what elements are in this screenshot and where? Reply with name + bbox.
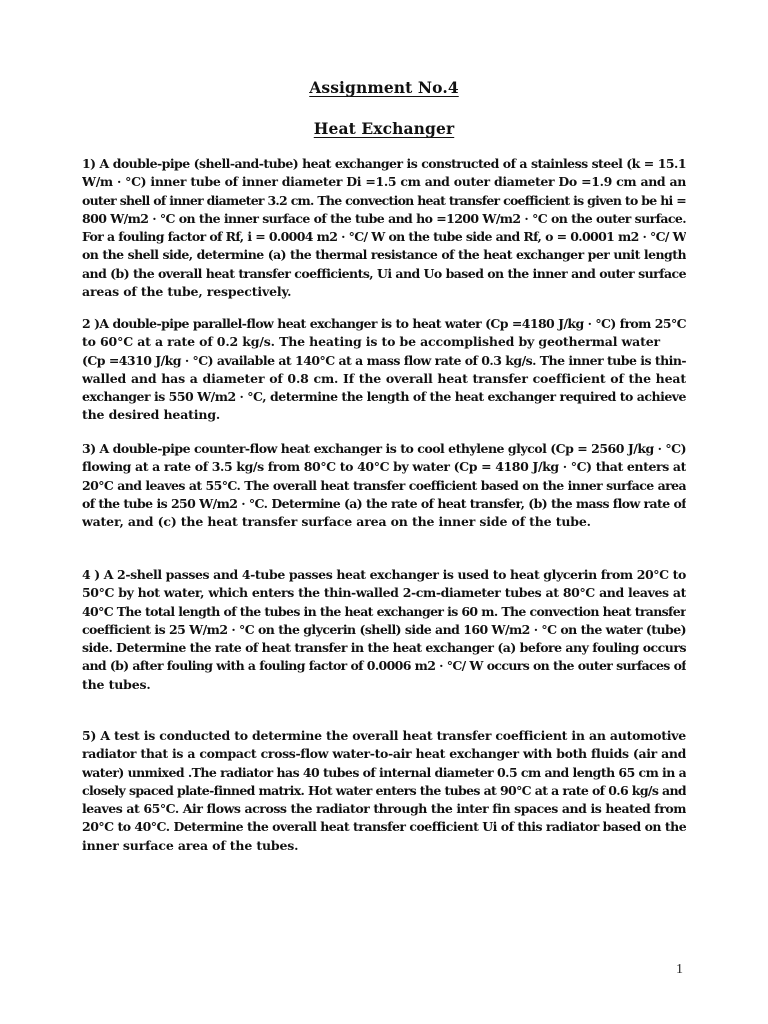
problem-2-line: to 60°C at a rate of 0.2 kg/s. The heating is to be accomplished by geothermal water [82, 334, 660, 350]
problem-1-line: For a fouling factor of Rf, i = 0.0004 m2 · °C/ W on the tube side and Rf, o = 0.0001 m2 · °C/ W [82, 229, 686, 245]
problem-5-line: inner surface area of the tubes. [82, 837, 299, 853]
problem-4-line: 50°C by hot water, which enters the thin-walled 2-cm-diameter tubes at 80°C and leaves at [82, 585, 686, 601]
problem-2 [82, 315, 686, 425]
problem-5-line: water) unmixed .The radiator has 40 tubes of internal diameter 0.5 cm and length 65 cm in a [82, 764, 686, 780]
problem-1-line: 1) A double-pipe (shell-and-tube) heat exchanger is constructed of a stainless steel (k = 15.1 [82, 156, 686, 171]
problem-1-line: on the shell side, determine (a) the thermal resistance of the heat exchanger per unit length [82, 247, 686, 263]
problem-1-line: and (b) the overall heat transfer coefficients, Ui and Uo based on the inner and outer surface [82, 265, 686, 281]
problem-5-line: radiator that is a compact cross-flow water-to-air heat exchanger with both fluids (air and [82, 746, 686, 762]
problem-1-line: W/m · °C) inner tube of inner diameter Di =1.5 cm and outer diameter Do =1.9 cm and an [82, 174, 686, 190]
problem-3 [82, 440, 686, 531]
problem-1-line: outer shell of inner diameter 3.2 cm. The convection heat transfer coefficient is given to be hi = [82, 192, 686, 208]
problem-2-line: 2 )A double-pipe parallel-flow heat exchanger is to heat water (Cp =4180 J/kg · °C) from 25°C [82, 316, 686, 331]
problem-2-line: (Cp =4310 J/kg · °C) available at 140°C at a mass flow rate of 0.3 kg/s. The inner tube is thin- [82, 352, 686, 368]
problem-5-line: 20°C to 40°C. Determine the overall heat transfer coefficient Ui of this radiator based on the [82, 819, 686, 835]
problem-3-line: 20°C and leaves at 55°C. The overall heat transfer coefficient based on the inner surface area [82, 477, 686, 493]
problem-4-line: coefficient is 25 W/m2 · °C on the glycerin (shell) side and 160 W/m2 · °C on the water (tube) [82, 621, 686, 637]
assignment-title: Assignment No.4 [309, 78, 459, 97]
page-number: 1 [676, 962, 683, 977]
problem-1-line: 800 W/m2 · °C on the inner surface of the tube and ho =1200 W/m2 · °C on the outer surface. [82, 210, 686, 226]
problem-5-line: 5) A test is conducted to determine the overall heat transfer coefficient in an automotive [82, 728, 686, 743]
problem-5-line: closely spaced plate-finned matrix. Hot water enters the tubes at 90°C at a rate of 0.6 kg/s and [82, 782, 686, 798]
problem-1 [82, 155, 686, 301]
problem-3-line: of the tube is 250 W/m2 · °C. Determine (a) the rate of heat transfer, (b) the mass flow rate of [82, 495, 686, 511]
problem-4-line: and (b) after fouling with a fouling factor of 0.0006 m2 · °C/ W occurs on the outer surfaces of [82, 658, 686, 674]
problem-4 [82, 566, 686, 694]
problem-2-line: the desired heating. [82, 407, 221, 423]
problem-3-line: water, and (c) the heat transfer surface area on the inner side of the tube. [82, 514, 591, 530]
problem-3-line: flowing at a rate of 3.5 kg/s from 80°C to 40°C by water (Cp = 4180 J/kg · °C) that enters at [82, 459, 686, 475]
problem-5 [82, 727, 686, 855]
problem-2-line: walled and has a diameter of 0.8 cm. If the overall heat transfer coefficient of the heat [82, 370, 686, 386]
problem-4-line: 4 ) A 2-shell passes and 4-tube passes heat exchanger is used to heat glycerin from 20°C to [82, 567, 686, 582]
problem-4-line: side. Determine the rate of heat transfer in the heat exchanger (a) before any fouling occurs [82, 640, 686, 656]
problem-5-line: leaves at 65°C. Air flows across the radiator through the inter fin spaces and is heated from [82, 801, 686, 817]
problem-2-line: exchanger is 550 W/m2 · °C, determine the length of the heat exchanger required to achieve [82, 389, 686, 405]
problem-1-line: areas of the tube, respectively. [82, 284, 292, 300]
problem-3-line: 3) A double-pipe counter-flow heat exchanger is to cool ethylene glycol (Cp = 2560 J/kg · °C) [82, 441, 686, 456]
topic-heading: Heat Exchanger [313, 119, 455, 138]
problem-4-line: the tubes. [82, 676, 151, 692]
problem-4-line: 40°C The total length of the tubes in the heat exchanger is 60 m. The convection heat transfer [82, 603, 686, 619]
